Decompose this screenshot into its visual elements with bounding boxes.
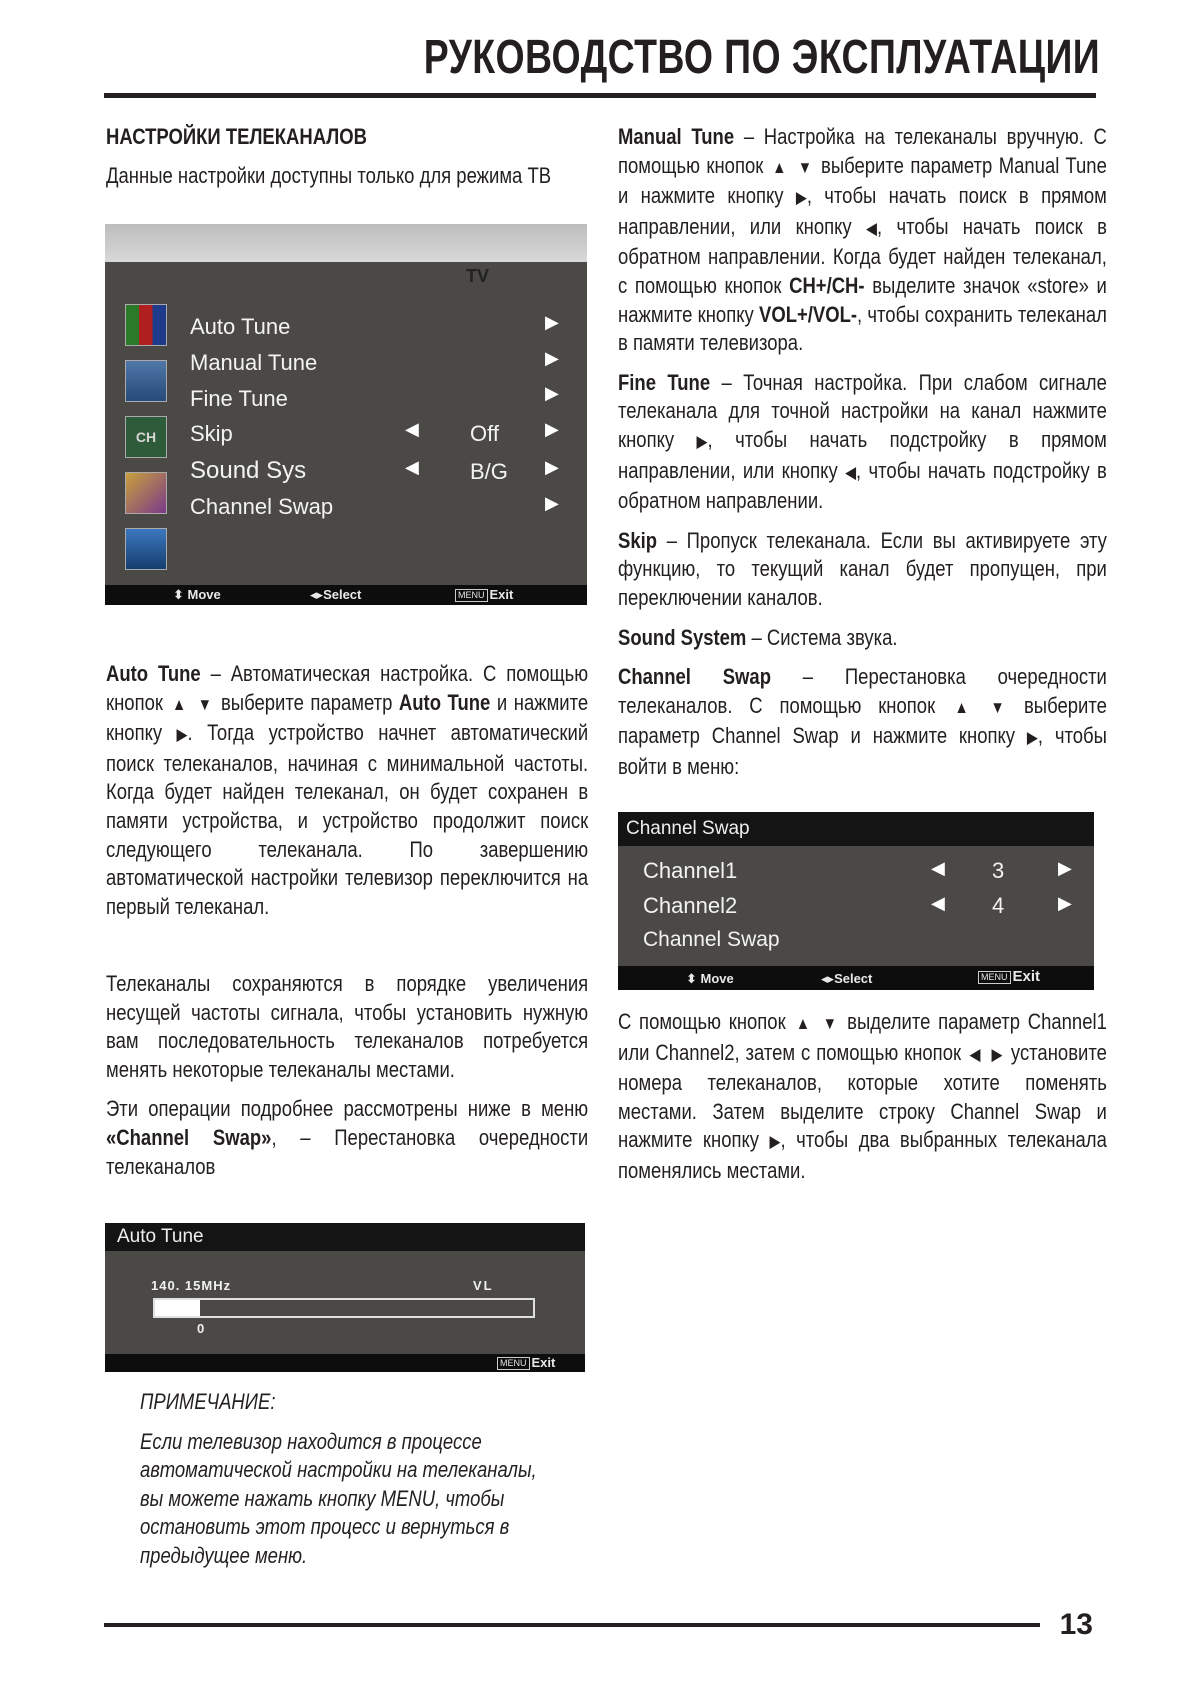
swap-select-hint: [821, 971, 872, 987]
auto-tune-text-1: – Автоматическая настройка. С помощью кнопок: [106, 661, 589, 715]
select-label: Select: [323, 587, 362, 602]
right-arrow-icon: ▶: [795, 188, 807, 208]
note-text: Если телевизор находится в процессе автоматической настройки на телеканалы, вы можете нажать кнопку MENU, чтобы остановить этот процесс и вернуться в предыдущее меню.: [140, 1428, 537, 1568]
vol-buttons-term: VOL+/VOL-: [758, 301, 858, 327]
menu-item-channel-swap[interactable]: Channel Swap: [190, 494, 334, 519]
channel-swap-text-3: , чтобы войти в меню:: [618, 723, 1107, 779]
manual-tune-right-arrow-icon: ▶: [545, 348, 559, 368]
tv-menu-footer: [105, 585, 587, 605]
sound-system-text: – Система звука.: [746, 624, 898, 650]
manual-tune-text-1: – Настройка на телеканалы вручную. С помощью кнопок: [618, 124, 1107, 178]
section-title: НАСТРОЙКИ ТЕЛЕКАНАЛОВ: [106, 124, 367, 149]
skip-left-arrow-icon[interactable]: ◀: [405, 419, 419, 439]
tv-tab-label: TV: [466, 266, 490, 286]
manual-tune-text-5: выделите значок «store» и нажмите кнопку: [618, 272, 1107, 327]
select-hint: [310, 587, 361, 603]
band-readout: VL: [473, 1278, 494, 1293]
ch-buttons-term: CH+/CH-: [789, 272, 865, 298]
manual-tune-text-4: , чтобы начать поиск в обратном направлении. Когда будет найден телеканал, с помощью кнопок: [618, 213, 1107, 298]
menu-item-manual-tune[interactable]: Manual Tune: [190, 350, 318, 375]
fine-tune-paragraph: [618, 369, 1107, 516]
down-arrow-icon: ▼: [822, 1014, 837, 1033]
tv-menu-screen: [105, 224, 587, 605]
channel-icon: CH: [125, 416, 167, 458]
menu-item-fine-tune[interactable]: Fine Tune: [190, 386, 288, 411]
up-arrow-icon: ▲: [772, 157, 787, 177]
channel-swap-screen-title: Channel Swap: [626, 818, 750, 839]
left-arrow-icon: ◀: [969, 1044, 981, 1064]
swap-move-label: Move: [700, 971, 734, 986]
picture-icon: [125, 304, 167, 346]
skip-term: Skip: [618, 527, 658, 553]
function-icon: [125, 472, 167, 514]
left-arrow-icon: ◀: [866, 218, 877, 238]
auto-tune-term-2: Auto Tune: [398, 689, 491, 715]
move-icon: ⬍: [173, 587, 184, 602]
menu-item-sound-sys[interactable]: Sound Sys: [190, 457, 307, 484]
move-label: Move: [187, 587, 221, 602]
right-arrow-icon: ▶: [696, 431, 708, 451]
move-hint: [173, 587, 221, 603]
menu-item-auto-tune[interactable]: Auto Tune: [190, 314, 291, 339]
swap-instructions-text-4: , чтобы два выбранных телеканала поменялись местами.: [618, 1127, 1107, 1183]
right-column: [618, 123, 1107, 781]
auto-tune-screen-title: Auto Tune: [117, 1226, 204, 1247]
note-title: ПРИМЕЧАНИЕ:: [140, 1389, 276, 1414]
page-number: 13: [1059, 1608, 1093, 1641]
swap-exit-label: Exit: [1012, 968, 1041, 985]
channel1-right-arrow-icon[interactable]: ▶: [1058, 858, 1072, 878]
channel-swap-footer: [618, 966, 1094, 990]
fine-tune-term: Fine Tune: [618, 369, 711, 395]
swap-instructions-text-3: установите номера телеканалов, которые хотите поменять местами. Затем выделите строку Channel Swap и нажмите кнопку: [618, 1039, 1107, 1153]
intro-text: Данные настройки доступны только для режима ТВ: [106, 162, 552, 188]
swap-select-label: Select: [834, 971, 873, 986]
auto-tune-exit-label: Exit: [531, 1355, 556, 1370]
manual-tune-text-3: , чтобы начать поиск в прямом направлении, или кнопку: [618, 183, 1107, 239]
menu-item-skip[interactable]: Skip: [190, 421, 233, 446]
down-arrow-icon: ▼: [797, 157, 813, 177]
exit-label: Exit: [489, 587, 514, 602]
channel-swap-text-2: выберите параметр Channel Swap и нажмите кнопку: [618, 692, 1107, 749]
right-arrow-icon: ▶: [1026, 728, 1038, 748]
channel-order-text: Телеканалы сохраняются в порядке увеличения несущей частоты сигнала, чтобы установить нужную вам последовательность телеканалов потребуется менять некоторые телеканалы местами.: [106, 971, 589, 1082]
progress-bar: [153, 1298, 535, 1318]
channel-swap-row-label[interactable]: Channel Swap: [643, 928, 780, 951]
auto-tune-paragraph: [106, 660, 588, 921]
auto-tune-screen: [105, 1223, 585, 1372]
select-icon: ◂▸: [310, 587, 324, 602]
channel-swap-term: Channel Swap: [618, 664, 771, 690]
fine-tune-text-1: – Точная настройка. При слабом сигнале телеканала для точной настройки на канал нажмите кнопку: [618, 369, 1107, 452]
up-arrow-icon: ▲: [172, 694, 187, 714]
footer-divider: [104, 1623, 1040, 1627]
skip-paragraph: [618, 527, 1107, 613]
channel1-value: 3: [992, 858, 1005, 883]
page-header-title: РУКОВОДСТВО ПО ЭКСПЛУАТАЦИИ: [423, 31, 1100, 84]
manual-tune-text-2: выберите параметр Manual Tune и нажмите кнопку: [618, 152, 1107, 209]
swap-move-icon: ⬍: [686, 971, 697, 986]
sound-icon: [125, 360, 167, 402]
manual-tune-term: Manual Tune: [618, 124, 735, 149]
swap-ref-term: «Channel Swap»: [106, 1124, 272, 1150]
down-arrow-icon: ▼: [990, 697, 1005, 717]
sound-system-term: Sound System: [618, 624, 747, 650]
channel1-left-arrow-icon[interactable]: ◀: [931, 858, 945, 878]
fine-tune-right-arrow-icon: ▶: [545, 383, 559, 403]
auto-tune-footer: [105, 1354, 585, 1372]
swap-instructions-text-2: выделите параметр Channel1 или Channel2, затем с помощью кнопок: [618, 1009, 1107, 1065]
exit-hint: [455, 587, 513, 602]
auto-tune-exit-hint: [497, 1355, 555, 1370]
swap-move-hint: [686, 971, 734, 987]
down-arrow-icon: ▼: [197, 694, 212, 714]
skip-text: – Пропуск телеканала. Если вы активируете эту функцию, то текущий канал будет пропущен, при переключении каналов.: [618, 527, 1107, 610]
frequency-readout: 140. 15MHz: [151, 1278, 232, 1293]
up-arrow-icon: ▲: [795, 1014, 811, 1033]
tv-menu-body: [105, 262, 587, 605]
sound-sys-right-arrow-icon[interactable]: ▶: [545, 457, 559, 477]
skip-right-arrow-icon[interactable]: ▶: [545, 419, 559, 439]
channel-swap-text-1: – Перестановка очередности телеканалов. С помощью кнопок: [618, 664, 1107, 718]
auto-tune-text-2: выберите параметр: [214, 689, 399, 715]
swap-ref-text-2: , – Перестановка очередности телеканалов: [106, 1124, 589, 1179]
manual-tune-paragraph: [618, 123, 1107, 358]
sound-system-paragraph: [618, 624, 1107, 653]
tv-menu-topbar: [105, 224, 587, 262]
skip-value: Off: [470, 421, 499, 446]
swap-menu-chip: MENU: [978, 971, 1011, 984]
channel2-row-label[interactable]: Channel2: [643, 893, 738, 918]
channel-number: 0: [197, 1321, 205, 1336]
right-arrow-icon: ▶: [769, 1132, 781, 1152]
sound-sys-value: B/G: [470, 459, 508, 484]
swap-instructions: [618, 1008, 1107, 1186]
swap-instructions-text-1: С помощью кнопок: [618, 1009, 794, 1034]
channel2-left-arrow-icon[interactable]: ◀: [931, 893, 945, 913]
note-block: [140, 1388, 560, 1571]
channel-swap-screen: [618, 812, 1094, 990]
channel-swap-right-arrow-icon: ▶: [545, 493, 559, 513]
right-arrow-icon: ▶: [991, 1044, 1003, 1064]
swap-exit-hint: [978, 968, 1040, 985]
up-arrow-icon: ▲: [954, 697, 969, 717]
channel-swap-paragraph: [618, 663, 1107, 781]
header-divider: [104, 93, 1096, 98]
screen-icon: [125, 528, 167, 570]
channel1-row-label[interactable]: Channel1: [643, 858, 738, 883]
channel-order-paragraph: [106, 970, 588, 1181]
fine-tune-text-2: , чтобы начать подстройку в прямом направлении, или кнопку: [618, 426, 1107, 483]
channel2-value: 4: [992, 893, 1005, 918]
auto-tune-text-4: . Тогда устройство начнет автоматический поиск телеканалов, начиная с минимальной частоты. Когда будет найден телеканал, он будет сохранен в памяти устройства, и устройство продолжит поиск следующего телеканала. По завершению автоматической настройки телевизор переключится на первый телеканал.: [106, 720, 589, 919]
menu-key-chip: MENU: [455, 589, 488, 602]
auto-tune-right-arrow-icon: ▶: [545, 312, 559, 332]
progress-fill: [155, 1300, 200, 1316]
channel2-right-arrow-icon[interactable]: ▶: [1058, 893, 1072, 913]
fine-tune-text-3: , чтобы начать подстройку в обратном направлении.: [618, 457, 1107, 514]
auto-tune-text-3: и нажмите кнопку: [106, 689, 589, 746]
left-arrow-icon: ◀: [845, 462, 857, 482]
sound-sys-left-arrow-icon[interactable]: ◀: [405, 457, 419, 477]
swap-select-icon: ◂▸: [821, 971, 835, 986]
right-arrow-icon: ▶: [176, 725, 188, 745]
auto-tune-menu-chip: MENU: [497, 1357, 530, 1370]
auto-tune-term: Auto Tune: [106, 661, 201, 686]
swap-ref-text-1: Эти операции подробнее рассмотрены ниже в меню: [106, 1096, 589, 1122]
manual-tune-text-6: , чтобы сохранить телеканал в памяти телевизора.: [618, 301, 1107, 356]
left-column-top: [106, 123, 588, 190]
